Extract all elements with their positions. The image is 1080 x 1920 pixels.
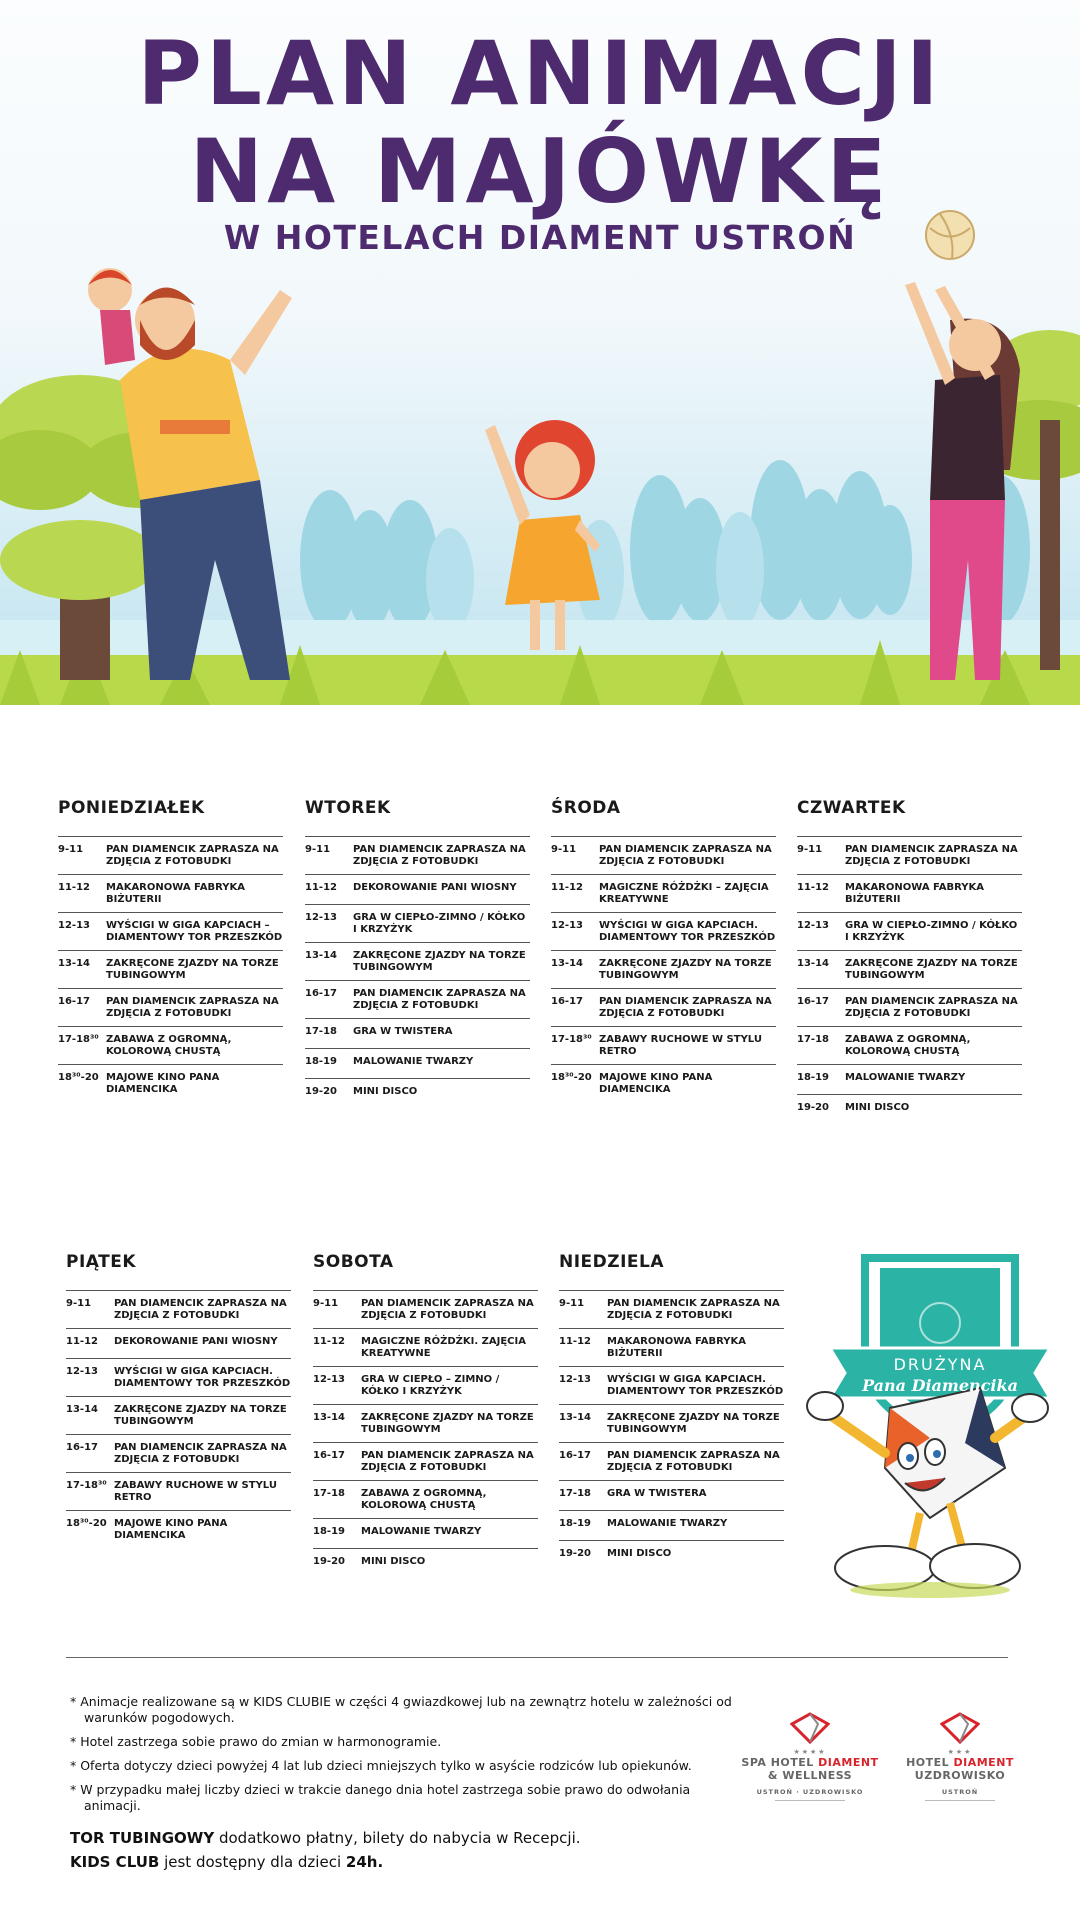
schedule-row bbox=[313, 1405, 538, 1443]
time: 17-18³⁰ bbox=[58, 1034, 99, 1045]
logo-name bbox=[900, 1756, 1020, 1769]
day-name: NIEDZIELA bbox=[559, 1252, 665, 1272]
time: 9-11 bbox=[797, 844, 823, 855]
activity: ZABAWA Z OGROMNĄ, KOLOROWĄ CHUSTĄ bbox=[106, 1034, 232, 1057]
time: 11-12 bbox=[66, 1336, 98, 1347]
time: 12-13 bbox=[797, 920, 829, 931]
time: 9-11 bbox=[66, 1298, 92, 1309]
activity: MAKARONOWA FABRYKA BIŻUTERII bbox=[845, 882, 984, 905]
time: 17-18³⁰ bbox=[66, 1480, 107, 1491]
activity: GRA W CIEPŁO – ZIMNO / KÓŁKO I KRZYŻYK bbox=[361, 1374, 500, 1397]
time: 13-14 bbox=[313, 1412, 345, 1423]
activity: WYŚCIGI W GIGA KAPCIACH. DIAMENTOWY TOR PRZESZKÓD bbox=[114, 1366, 291, 1389]
kidsclub-text: jest dostępny dla dzieci bbox=[159, 1853, 346, 1871]
activity: MAJOWE KINO PANA DIAMENCIKA bbox=[599, 1072, 713, 1095]
time: 11-12 bbox=[559, 1336, 591, 1347]
note-item: * Hotel zastrzega sobie prawo do zmian w harmonogramie. bbox=[70, 1734, 442, 1749]
schedule-row bbox=[551, 989, 776, 1027]
logo-location: USTROŃ · UZDROWISKO bbox=[756, 1788, 864, 1796]
activity: MINI DISCO bbox=[845, 1102, 910, 1113]
logo-hotel-diament bbox=[900, 1712, 1020, 1801]
time: 18-19 bbox=[797, 1072, 829, 1083]
day-tuesday bbox=[305, 798, 530, 1108]
activity: MINI DISCO bbox=[353, 1086, 418, 1097]
time: 13-14 bbox=[58, 958, 90, 969]
schedule-row bbox=[313, 1329, 538, 1367]
diamond-logo-icon bbox=[790, 1712, 830, 1744]
logo-name-diament: DIAMENT bbox=[818, 1756, 879, 1769]
schedule-row bbox=[66, 1397, 291, 1435]
schedule-list bbox=[305, 836, 530, 1108]
schedule-row bbox=[559, 1481, 784, 1511]
time: 11-12 bbox=[305, 882, 337, 893]
schedule-row bbox=[313, 1481, 538, 1519]
time: 17-18 bbox=[797, 1034, 829, 1045]
time: 18-19 bbox=[313, 1526, 345, 1537]
diamond-logo-icon bbox=[940, 1712, 980, 1744]
day-wednesday bbox=[551, 798, 776, 1102]
activity: PAN DIAMENCIK ZAPRASZA NA ZDJĘCIA Z FOTOBUDKI bbox=[361, 1298, 534, 1321]
schedule-row bbox=[559, 1443, 784, 1481]
schedule-row bbox=[559, 1405, 784, 1443]
time: 18³⁰-20 bbox=[58, 1072, 99, 1083]
activity: GRA W CIEPŁO-ZIMNO / KÓŁKO I KRZYŻYK bbox=[353, 912, 526, 935]
schedule-row bbox=[313, 1549, 538, 1578]
time: 16-17 bbox=[58, 996, 90, 1007]
logo-location: USTROŃ bbox=[941, 1788, 979, 1796]
mascot-badge bbox=[790, 1238, 1056, 1608]
schedule-row bbox=[551, 913, 776, 951]
activity: ZAKRĘCONE ZJAZDY NA TORZE TUBINGOWYM bbox=[114, 1404, 287, 1427]
schedule-row bbox=[313, 1367, 538, 1405]
time: 16-17 bbox=[551, 996, 583, 1007]
footer-line-tubing bbox=[70, 1826, 581, 1850]
activity: MINI DISCO bbox=[361, 1556, 426, 1567]
schedule-row bbox=[66, 1359, 291, 1397]
title-line-2: NA MAJÓWKĘ bbox=[189, 120, 891, 223]
time: 17-18 bbox=[559, 1488, 591, 1499]
time: 16-17 bbox=[313, 1450, 345, 1461]
activity: ZABAWA Z OGROMNĄ, KOLOROWĄ CHUSTĄ bbox=[361, 1488, 487, 1511]
time: 13-14 bbox=[305, 950, 337, 961]
time: 16-17 bbox=[305, 988, 337, 999]
activity: PAN DIAMENCIK ZAPRASZA NA ZDJĘCIA Z FOTOBUDKI bbox=[353, 988, 526, 1011]
activity: MALOWANIE TWARZY bbox=[845, 1072, 966, 1083]
activity: DEKOROWANIE PANI WIOSNY bbox=[114, 1336, 278, 1347]
time: 18-19 bbox=[305, 1056, 337, 1067]
schedule-row bbox=[797, 1095, 1022, 1124]
time: 19-20 bbox=[797, 1102, 829, 1113]
activity: WYŚCIGI W GIGA KAPCIACH. DIAMENTOWY TOR PRZESZKÓD bbox=[607, 1374, 784, 1397]
activity: PAN DIAMENCIK ZAPRASZA NA ZDJĘCIA Z FOTOBUDKI bbox=[114, 1298, 287, 1321]
time: 18³⁰-20 bbox=[66, 1518, 107, 1529]
time: 12-13 bbox=[559, 1374, 591, 1385]
subtitle: W HOTELACH DIAMENT USTROŃ bbox=[223, 218, 857, 257]
schedule-row bbox=[305, 875, 530, 905]
stars-rating: ★★★★ bbox=[793, 1748, 827, 1756]
time: 16-17 bbox=[559, 1450, 591, 1461]
logo-separator bbox=[775, 1800, 845, 1801]
activity: GRA W TWISTERA bbox=[353, 1026, 453, 1037]
badge-subtitle: Pana Diamencika bbox=[862, 1376, 1018, 1395]
activity: ZAKRĘCONE ZJAZDY NA TORZE TUBINGOWYM bbox=[845, 958, 1018, 981]
activity: PAN DIAMENCIK ZAPRASZA NA ZDJĘCIA Z FOTOBUDKI bbox=[106, 996, 279, 1019]
time: 17-18 bbox=[305, 1026, 337, 1037]
activity: ZAKRĘCONE ZJAZDY NA TORZE TUBINGOWYM bbox=[106, 958, 279, 981]
day-name: ŚRODA bbox=[551, 798, 621, 818]
activity: ZABAWY RUCHOWE W STYLU RETRO bbox=[114, 1480, 277, 1503]
day-name: SOBOTA bbox=[313, 1252, 394, 1272]
schedule-row bbox=[797, 989, 1022, 1027]
time: 12-13 bbox=[58, 920, 90, 931]
title-line-1: PLAN ANIMACJI bbox=[137, 22, 943, 125]
time: 17-18³⁰ bbox=[551, 1034, 592, 1045]
schedule-row bbox=[797, 1027, 1022, 1065]
time: 9-11 bbox=[305, 844, 331, 855]
time: 17-18 bbox=[313, 1488, 345, 1499]
day-name: PONIEDZIAŁEK bbox=[58, 798, 205, 818]
time: 13-14 bbox=[797, 958, 829, 969]
schedule-row bbox=[551, 837, 776, 875]
time: 12-13 bbox=[551, 920, 583, 931]
schedule-list bbox=[313, 1290, 538, 1578]
time: 19-20 bbox=[559, 1548, 591, 1559]
schedule-row bbox=[66, 1473, 291, 1511]
activity: PAN DIAMENCIK ZAPRASZA NA ZDJĘCIA Z FOTOBUDKI bbox=[607, 1298, 780, 1321]
activity: PAN DIAMENCIK ZAPRASZA NA ZDJĘCIA Z FOTOBUDKI bbox=[353, 844, 526, 867]
schedule-list bbox=[559, 1290, 784, 1570]
activity: MAJOWE KINO PANA DIAMENCIKA bbox=[106, 1072, 220, 1095]
schedule-row bbox=[305, 1079, 530, 1108]
schedule-row bbox=[797, 837, 1022, 875]
time: 12-13 bbox=[66, 1366, 98, 1377]
schedule-list bbox=[58, 836, 283, 1102]
schedule-list bbox=[551, 836, 776, 1102]
activity: ZAKRĘCONE ZJAZDY NA TORZE TUBINGOWYM bbox=[599, 958, 772, 981]
activity: PAN DIAMENCIK ZAPRASZA NA ZDJĘCIA Z FOTOBUDKI bbox=[114, 1442, 287, 1465]
schedule-row bbox=[58, 875, 283, 913]
time: 9-11 bbox=[58, 844, 84, 855]
activity: ZABAWY RUCHOWE W STYLU RETRO bbox=[599, 1034, 762, 1057]
schedule-row bbox=[551, 875, 776, 913]
footer-info bbox=[70, 1826, 581, 1874]
footer-line-kidsclub bbox=[70, 1850, 581, 1874]
schedule-row bbox=[551, 1065, 776, 1102]
schedule-row bbox=[66, 1511, 291, 1548]
activity: MALOWANIE TWARZY bbox=[607, 1518, 728, 1529]
activity: MAGICZNE RÓŻDŻKI – ZAJĘCIA KREATYWNE bbox=[599, 882, 769, 905]
activity: GRA W TWISTERA bbox=[607, 1488, 707, 1499]
schedule-row bbox=[559, 1541, 784, 1570]
schedule-row bbox=[58, 913, 283, 951]
time: 11-12 bbox=[58, 882, 90, 893]
time: 12-13 bbox=[313, 1374, 345, 1385]
schedule-list bbox=[797, 836, 1022, 1124]
time: 9-11 bbox=[313, 1298, 339, 1309]
day-monday bbox=[58, 798, 283, 1102]
time: 16-17 bbox=[797, 996, 829, 1007]
schedule-row bbox=[58, 1027, 283, 1065]
activity: MALOWANIE TWARZY bbox=[353, 1056, 474, 1067]
day-saturday bbox=[313, 1252, 538, 1578]
schedule-row bbox=[797, 913, 1022, 951]
notes-list bbox=[70, 1694, 750, 1822]
tubing-text: dodatkowo płatny, bilety do nabycia w Recepcji. bbox=[214, 1829, 581, 1847]
day-thursday bbox=[797, 798, 1022, 1124]
activity: MINI DISCO bbox=[607, 1548, 672, 1559]
schedule-row bbox=[305, 1049, 530, 1079]
schedule-row bbox=[551, 951, 776, 989]
time: 16-17 bbox=[66, 1442, 98, 1453]
time: 19-20 bbox=[313, 1556, 345, 1567]
kidsclub-label: KIDS CLUB bbox=[70, 1853, 160, 1871]
note-item: * W przypadku małej liczby dzieci w trakcie danego dnia hotel zastrzega sobie prawo do odwołania animacji. bbox=[70, 1782, 691, 1813]
day-name: WTOREK bbox=[305, 798, 391, 818]
activity: WYŚCIGI W GIGA KAPCIACH. DIAMENTOWY TOR PRZESZKÓD bbox=[599, 920, 776, 943]
day-name: CZWARTEK bbox=[797, 798, 906, 818]
schedule-row bbox=[66, 1329, 291, 1359]
time: 11-12 bbox=[313, 1336, 345, 1347]
schedule-row bbox=[559, 1511, 784, 1541]
schedule-row bbox=[305, 1019, 530, 1049]
time: 13-14 bbox=[559, 1412, 591, 1423]
schedule-row bbox=[305, 981, 530, 1019]
time: 9-11 bbox=[551, 844, 577, 855]
activity: ZAKRĘCONE ZJAZDY NA TORZE TUBINGOWYM bbox=[353, 950, 526, 973]
activity: PAN DIAMENCIK ZAPRASZA NA ZDJĘCIA Z FOTOBUDKI bbox=[599, 844, 772, 867]
activity: WYŚCIGI W GIGA KAPCIACH – DIAMENTOWY TOR PRZESZKÓD bbox=[106, 920, 283, 943]
stars-rating: ★★★ bbox=[947, 1748, 973, 1756]
schedule-row bbox=[797, 951, 1022, 989]
schedule-row bbox=[313, 1443, 538, 1481]
schedule-row bbox=[559, 1367, 784, 1405]
activity: MALOWANIE TWARZY bbox=[361, 1526, 482, 1537]
schedule-row bbox=[58, 837, 283, 875]
time: 18-19 bbox=[559, 1518, 591, 1529]
schedule-row bbox=[559, 1329, 784, 1367]
activity: PAN DIAMENCIK ZAPRASZA NA ZDJĘCIA Z FOTOBUDKI bbox=[106, 844, 279, 867]
schedule-row bbox=[305, 943, 530, 981]
time: 9-11 bbox=[559, 1298, 585, 1309]
activity: MAJOWE KINO PANA DIAMENCIKA bbox=[114, 1518, 228, 1541]
activity: PAN DIAMENCIK ZAPRASZA NA ZDJĘCIA Z FOTOBUDKI bbox=[607, 1450, 780, 1473]
schedule-row bbox=[551, 1027, 776, 1065]
activity: PAN DIAMENCIK ZAPRASZA NA ZDJĘCIA Z FOTOBUDKI bbox=[845, 996, 1018, 1019]
schedule-row bbox=[58, 951, 283, 989]
time: 13-14 bbox=[551, 958, 583, 969]
logo-name-prefix: HOTEL bbox=[906, 1756, 950, 1769]
day-name: PIĄTEK bbox=[66, 1252, 137, 1272]
schedule-list bbox=[66, 1290, 291, 1548]
day-sunday bbox=[559, 1252, 784, 1570]
diamond-mascot-illustration bbox=[790, 1238, 1056, 1608]
badge-title: DRUŻYNA bbox=[893, 1355, 987, 1374]
tubing-label: TOR TUBINGOWY bbox=[70, 1829, 215, 1847]
note-item: * Oferta dotyczy dzieci powyżej 4 lat lub dzieci mniejszych tylko w asyście rodziców lub opiekunów. bbox=[70, 1758, 692, 1773]
activity: ZAKRĘCONE ZJAZDY NA TORZE TUBINGOWYM bbox=[361, 1412, 534, 1435]
logo-name-line2: & WELLNESS bbox=[767, 1769, 853, 1782]
time: 18³⁰-20 bbox=[551, 1072, 592, 1083]
logo-separator bbox=[925, 1800, 995, 1801]
schedule-row bbox=[305, 837, 530, 875]
logo-name-line2: UZDROWISKO bbox=[914, 1769, 1006, 1782]
section-divider bbox=[66, 1657, 1008, 1658]
schedule-row bbox=[313, 1291, 538, 1329]
logo-name bbox=[740, 1756, 880, 1769]
logo-spa-hotel-diament bbox=[740, 1712, 880, 1801]
activity: PAN DIAMENCIK ZAPRASZA NA ZDJĘCIA Z FOTOBUDKI bbox=[845, 844, 1018, 867]
logo-name-prefix: SPA HOTEL bbox=[741, 1756, 814, 1769]
time: 12-13 bbox=[305, 912, 337, 923]
schedule-row bbox=[797, 1065, 1022, 1095]
schedule-row bbox=[66, 1291, 291, 1329]
logo-name-diament: DIAMENT bbox=[953, 1756, 1014, 1769]
time: 11-12 bbox=[797, 882, 829, 893]
day-friday bbox=[66, 1252, 291, 1548]
schedule-row bbox=[58, 1065, 283, 1102]
schedule-row bbox=[313, 1519, 538, 1549]
activity: ZABAWA Z OGROMNĄ, KOLOROWĄ CHUSTĄ bbox=[845, 1034, 971, 1057]
activity: MAGICZNE RÓŻDŻKI. ZAJĘCIA KREATYWNE bbox=[361, 1336, 526, 1359]
hero-illustration bbox=[0, 0, 1080, 705]
schedule-row bbox=[66, 1435, 291, 1473]
schedule-row bbox=[797, 875, 1022, 913]
schedule-row bbox=[559, 1291, 784, 1329]
activity: PAN DIAMENCIK ZAPRASZA NA ZDJĘCIA Z FOTOBUDKI bbox=[361, 1450, 534, 1473]
activity: DEKOROWANIE PANI WIOSNY bbox=[353, 882, 517, 893]
time: 19-20 bbox=[305, 1086, 337, 1097]
activity: GRA W CIEPŁO-ZIMNO / KÓŁKO I KRZYŻYK bbox=[845, 920, 1018, 943]
activity: PAN DIAMENCIK ZAPRASZA NA ZDJĘCIA Z FOTOBUDKI bbox=[599, 996, 772, 1019]
time: 11-12 bbox=[551, 882, 583, 893]
activity: MAKARONOWA FABRYKA BIŻUTERII bbox=[106, 882, 245, 905]
note-item: * Animacje realizowane są w KIDS CLUBIE w części 4 gwiazdkowej lub na zewnątrz hotelu w zależności od warunków pogodowych. bbox=[70, 1694, 732, 1725]
activity: ZAKRĘCONE ZJAZDY NA TORZE TUBINGOWYM bbox=[607, 1412, 780, 1435]
kidsclub-hours: 24h. bbox=[345, 1853, 384, 1871]
schedule-row bbox=[305, 905, 530, 943]
schedule-row bbox=[58, 989, 283, 1027]
time: 13-14 bbox=[66, 1404, 98, 1415]
activity: MAKARONOWA FABRYKA BIŻUTERII bbox=[607, 1336, 746, 1359]
